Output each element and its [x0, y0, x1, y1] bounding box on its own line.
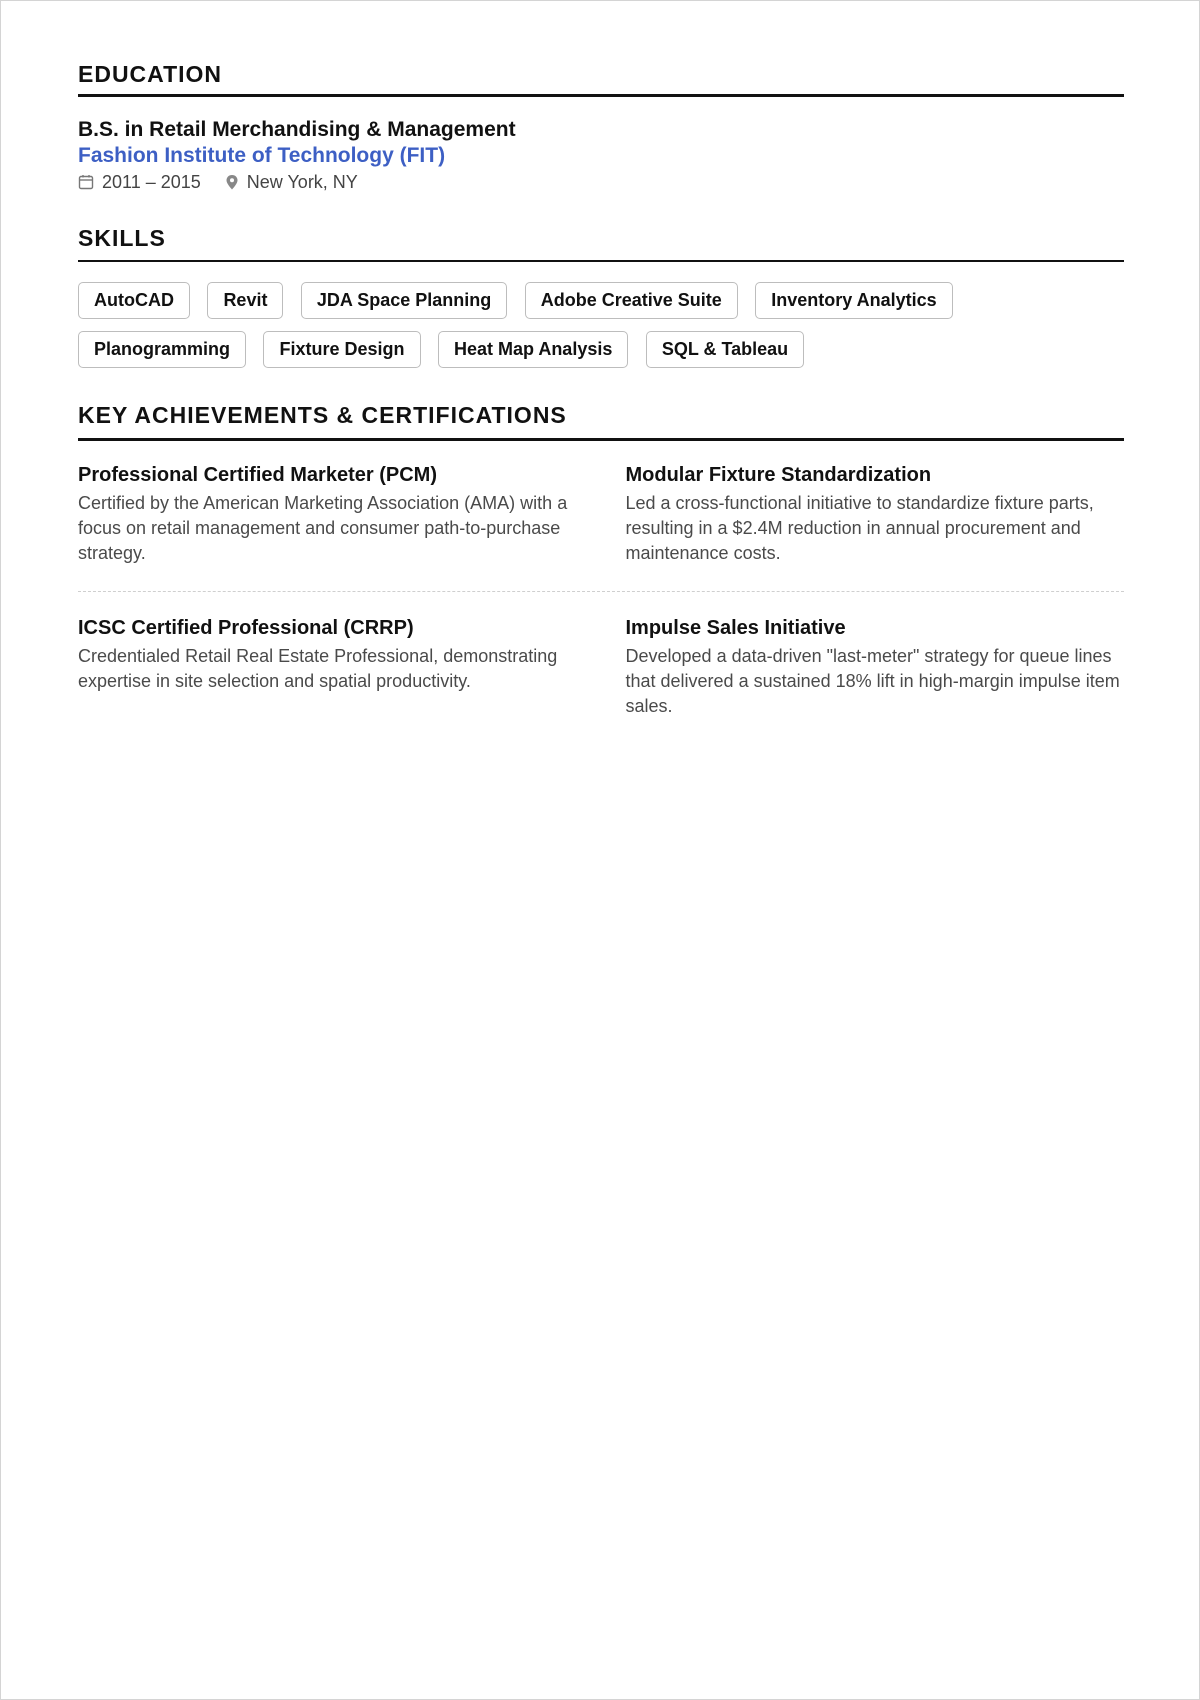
achievement-title: ICSC Certified Professional (CRRP) [78, 617, 414, 639]
education-section [78, 1, 1124, 195]
achievements-heading: KEY ACHIEVEMENTS & CERTIFICATIONS [78, 402, 1124, 441]
education-meta [78, 169, 1124, 195]
school-name: Fashion Institute of Technology (FIT) [78, 144, 446, 167]
location-pin-icon [225, 174, 239, 191]
calendar-icon [78, 174, 94, 190]
skill-tag: Fixture Design [263, 331, 420, 368]
achievements-section [78, 402, 1124, 719]
achievement-item [78, 592, 577, 719]
skills-tag-list [78, 282, 978, 380]
achievement-title: Impulse Sales Initiative [625, 617, 846, 639]
achievement-item [78, 441, 577, 566]
skill-tag: AutoCAD [78, 282, 190, 319]
achievement-title: Professional Certified Marketer (PCM) [78, 464, 437, 486]
achievement-title: Modular Fixture Standardization [625, 464, 932, 486]
skill-tag: JDA Space Planning [301, 282, 507, 319]
skill-tag: Planogramming [78, 331, 246, 368]
skills-section [78, 225, 1124, 380]
achievement-item [626, 592, 1125, 719]
skill-tag: Inventory Analytics [755, 282, 952, 319]
skill-tag: Heat Map Analysis [438, 331, 628, 368]
achievement-description: Certified by the American Marketing Association (AMA) with a focus on retail management and consumer path-to-purchase strategy. [78, 493, 568, 563]
achievement-description: Led a cross-functional initiative to standardize fixture parts, resulting in a $2.4M reduction in annual procurement and maintenance costs. [625, 493, 1094, 563]
resume-content [78, 1, 1124, 719]
education-location [225, 169, 358, 195]
education-dates [78, 169, 201, 195]
degree-title: B.S. in Retail Merchandising & Management [78, 118, 516, 141]
education-heading: EDUCATION [78, 61, 1124, 97]
skill-tag: Adobe Creative Suite [525, 282, 738, 319]
achievement-description: Developed a data-driven "last-meter" strategy for queue lines that delivered a sustained 18% lift in high-margin impulse item sales. [625, 646, 1120, 716]
achievements-grid [78, 441, 1124, 719]
achievement-item [626, 441, 1125, 566]
education-dates-text: 2011 – 2015 [102, 172, 201, 192]
skill-tag: Revit [207, 282, 283, 319]
education-location-text: New York, NY [246, 172, 358, 192]
skills-heading: SKILLS [78, 225, 1124, 262]
skill-tag: SQL & Tableau [646, 331, 804, 368]
achievement-description: Credentialed Retail Real Estate Professional, demonstrating expertise in site selection and spatial productivity. [78, 646, 558, 691]
